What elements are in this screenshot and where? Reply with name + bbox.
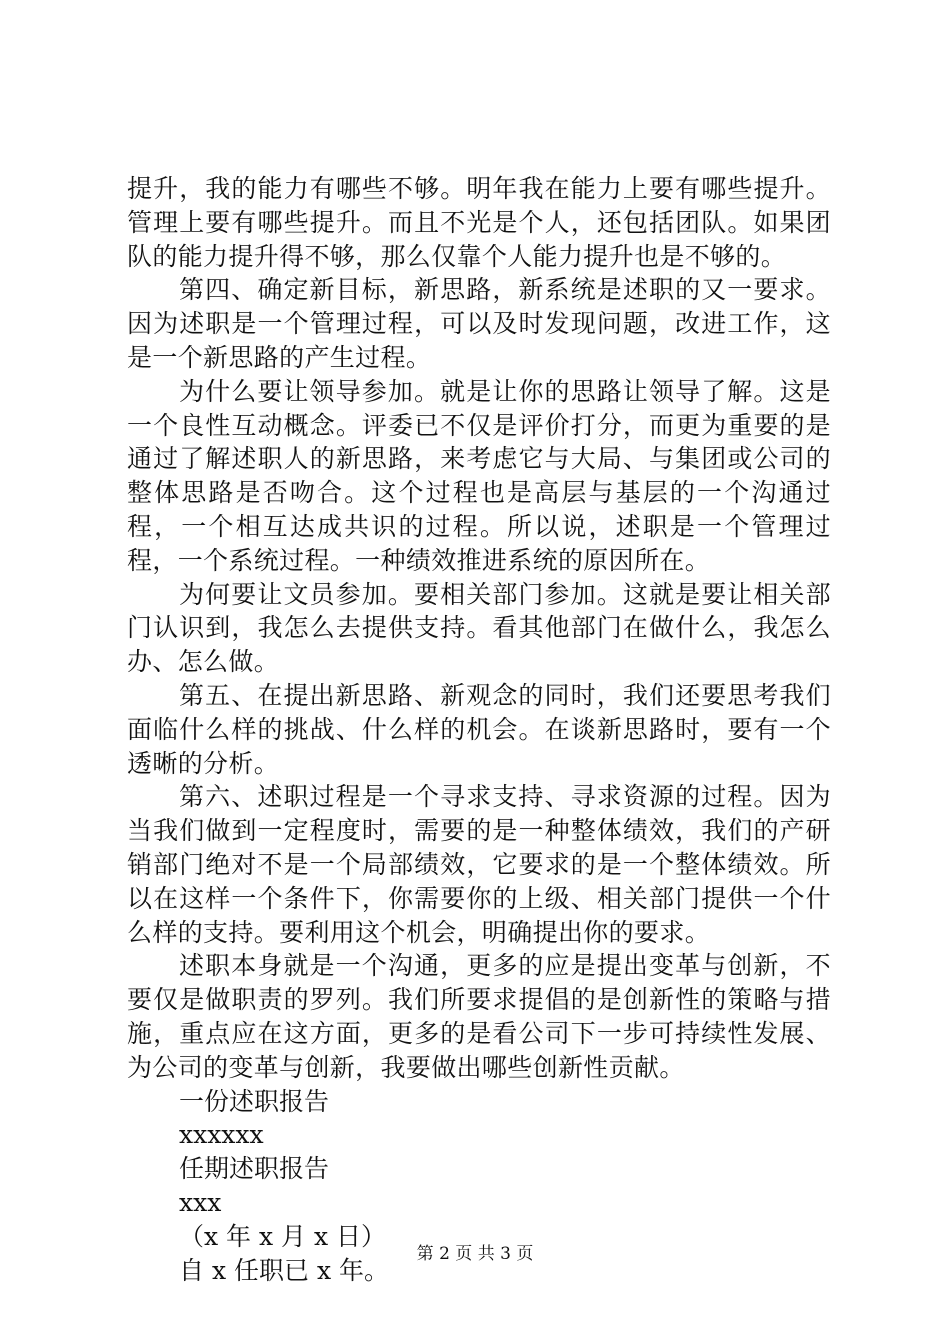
document-body (127, 172, 831, 1287)
date-line: （x 年 x 月 x 日） (179, 1221, 387, 1251)
heading-line: 任期述职报告 (179, 1154, 330, 1184)
placeholder-line: xxxxxx (179, 1120, 264, 1150)
paragraph: 为什么要让领导参加。就是让你的思路让领导了解。这是一个良性互动概念。评委已不仅是评价打分，而更为重要的是通过了解述职人的新思路，来考虑它与大局、与集团或公司的整体思路是否吻合。这个过程也是高层与基层的一个沟通过程，一个相互达成共识的过程。所以说，述职是一个管理过程，一个系统过程。一种绩效推进系统的原因所在。 (127, 376, 831, 575)
paragraph: 第六、述职过程是一个寻求支持、寻求资源的过程。因为当我们做到一定程度时，需要的是一种整体绩效，我们的产研销部门绝对不是一个局部绩效，它要求的是一个整体绩效。所以在这样一个条件下，你需要你的上级、相关部门提供一个什么样的支持。要利用这个机会，明确提出你的要求。 (127, 782, 831, 947)
paragraph: 第五、在提出新思路、新观念的同时，我们还要思考我们面临什么样的挑战、什么样的机会。在谈新思路时，要有一个透晰的分析。 (127, 680, 831, 778)
paragraph: 第四、确定新目标，新思路，新系统是述职的又一要求。因为述职是一个管理过程，可以及时发现问题，改进工作，这是一个新思路的产生过程。 (127, 275, 831, 372)
author-line: xxx (179, 1187, 222, 1217)
body-line: 自 x 任职已 x 年。 (179, 1255, 389, 1285)
page-footer: 第 2 页 共 3 页 (416, 1244, 534, 1264)
paragraph: 为何要让文员参加。要相关部门参加。这就是要让相关部门认识到，我怎么去提供支持。看其他部门在做什么，我怎么办、怎么做。 (127, 579, 831, 677)
paragraph: 述职本身就是一个沟通，更多的应是提出变革与创新，不要仅是做职责的罗列。我们所要求提倡的是创新性的策略与措施，重点应在这方面，更多的是看公司下一步可持续性发展、为公司的变革与创新，我要做出哪些创新性贡献。 (127, 951, 831, 1082)
paragraph: 提升，我的能力有哪些不够。明年我在能力上要有哪些提升。管理上要有哪些提升。而且不光是个人，还包括团队。如果团队的能力提升得不够，那么仅靠个人能力提升也是不够的。 (127, 174, 831, 271)
heading-line: 一份述职报告 (179, 1086, 330, 1116)
